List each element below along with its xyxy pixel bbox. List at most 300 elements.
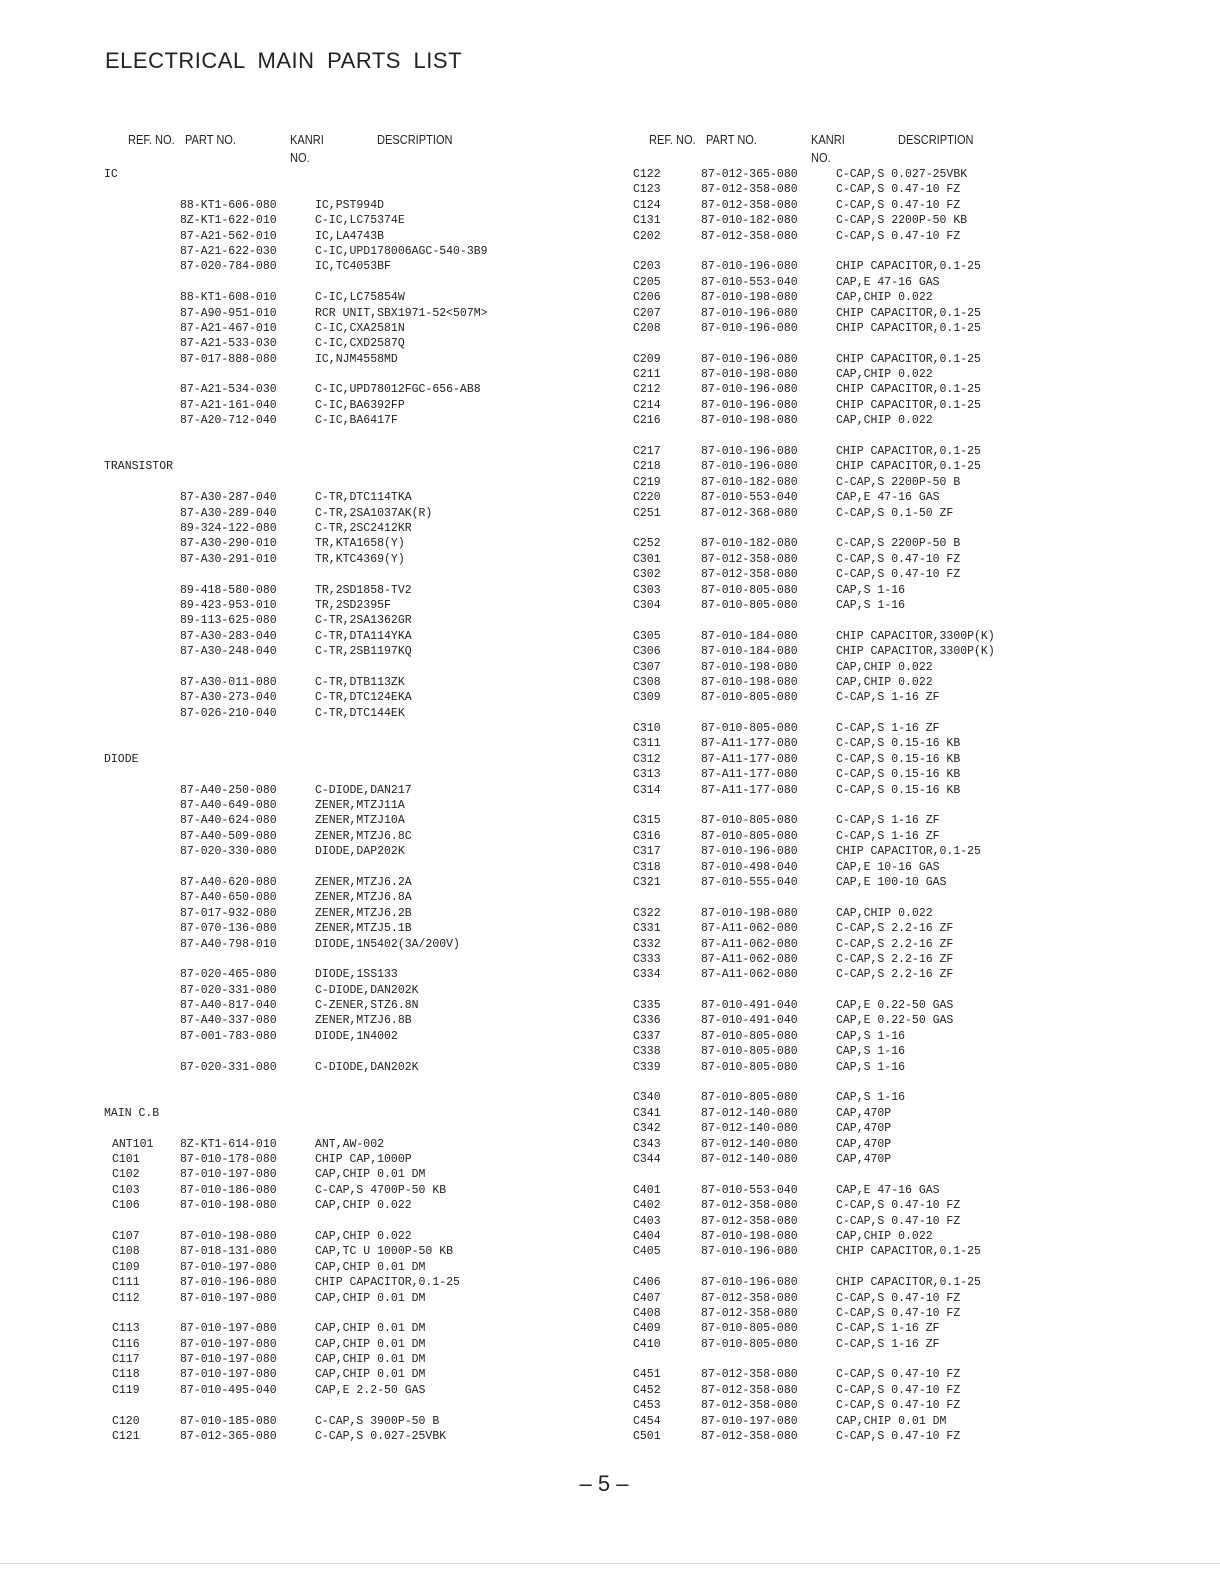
description-cell: CHIP CAPACITOR,0.1-25 [836,1245,981,1259]
part-no-cell: 87-012-358-080 [701,568,798,582]
part-no-cell: 87-A40-624-080 [180,814,277,828]
part-no-cell: 87-010-805-080 [701,691,798,705]
part-row [104,336,684,351]
ref-no-cell: C122 [633,168,661,181]
part-no-cell: 87-012-140-080 [701,1153,798,1166]
part-row [104,290,684,305]
part-no-cell: 87-010-805-080 [701,1029,798,1043]
section-label: IC [104,168,118,181]
part-row [104,1183,684,1198]
part-row [625,1183,1205,1198]
part-no-cell: 87-A11-177-080 [701,768,798,782]
description-cell: C-TR,2SA1362GR [315,614,412,628]
part-no-cell: 87-A90-951-010 [180,306,277,320]
description-cell: C-CAP,S 0.027-25VBK [315,1430,447,1444]
description-cell: CAP,CHIP 0.01 DM [315,1291,426,1305]
ref-no-cell: C220 [633,491,661,505]
part-no-cell: 87-018-131-080 [180,1245,277,1259]
section-heading [104,752,684,767]
description-cell: CAP,CHIP 0.022 [836,1229,933,1243]
part-row [104,629,684,644]
part-no-cell: 87-010-186-080 [180,1183,277,1197]
part-row [625,1337,1205,1352]
part-no-cell: 87-012-358-080 [701,1399,798,1413]
header-kanri-no: NO. [290,150,310,165]
part-row [104,398,684,413]
description-cell: CAP,CHIP 0.01 DM [315,1337,426,1351]
ref-no-cell: C252 [633,537,661,551]
part-row [104,1167,684,1182]
part-no-cell: 87-012-358-080 [701,552,798,566]
part-no-cell: 87-012-358-080 [701,183,798,197]
description-cell: C-TR,DTA114YKA [315,629,412,643]
part-row [625,829,1205,844]
description-cell: TR,2SD2395F [315,598,391,612]
description-cell: CHIP CAPACITOR,0.1-25 [836,260,981,274]
part-no-cell: 87-012-365-080 [180,1430,277,1444]
description-cell: IC,NJM4558MD [315,352,398,366]
part-row [625,921,1205,936]
part-no-cell: 87-012-358-080 [701,1368,798,1382]
part-row [625,629,1205,644]
part-no-cell: 87-070-136-080 [180,922,277,936]
part-row [104,413,684,428]
ref-no-cell: C214 [633,398,661,412]
part-row [104,259,684,274]
part-row [625,690,1205,705]
ref-no-cell: C451 [633,1368,661,1382]
part-row [104,1352,684,1367]
description-cell: C-TR,2SA1037AK(R) [315,506,433,520]
part-row [625,721,1205,736]
part-no-cell: 87-010-197-080 [180,1353,277,1367]
part-row [625,1060,1205,1075]
part-no-cell: 87-010-491-040 [701,999,798,1013]
description-cell: C-CAP,S 1-16 ZF [836,814,940,828]
part-row [625,567,1205,582]
part-no-cell: 87-012-358-080 [701,1214,798,1228]
part-row [104,1291,684,1306]
part-row [104,1321,684,1336]
part-row [625,675,1205,690]
ref-no-cell: C116 [112,1337,140,1351]
ref-no-cell: C344 [633,1153,661,1166]
description-cell: C-IC,LC75854W [315,291,405,305]
part-no-cell: 87-010-197-080 [701,1414,798,1428]
part-no-cell: 87-010-198-080 [701,675,798,689]
part-no-cell: 87-010-553-040 [701,491,798,505]
part-no-cell: 87-010-805-080 [701,1322,798,1336]
description-cell: CAP,E 10-16 GAS [836,860,940,874]
spacer-row [104,182,684,197]
part-row [625,1013,1205,1028]
part-row [625,352,1205,367]
part-row [625,1198,1205,1213]
part-no-cell: 87-010-196-080 [701,398,798,412]
part-no-cell: 89-113-625-080 [180,614,277,628]
spacer-row [104,1306,684,1321]
description-cell: TR,KTC4369(Y) [315,552,405,566]
description-cell: C-CAP,S 0.47-10 FZ [836,198,961,212]
section-label: DIODE [104,752,139,766]
description-cell: C-CAP,S 1-16 ZF [836,829,940,843]
part-row [104,583,684,598]
part-no-cell: 87-010-198-080 [701,1229,798,1243]
part-row [625,490,1205,505]
description-cell: CAP,CHIP 0.022 [836,906,933,920]
ref-no-cell: C336 [633,1014,661,1028]
header-part-no: PART NO. [706,132,757,147]
part-row [104,521,684,536]
parts-list-left-column [104,167,684,1444]
description-cell: C-CAP,S 0.47-10 FZ [836,183,961,197]
part-row [625,198,1205,213]
part-no-cell: 87-010-491-040 [701,1014,798,1028]
part-no-cell: 87-010-182-080 [701,537,798,551]
header-description: DESCRIPTION [377,132,453,147]
description-cell: CAP,S 1-16 [836,1045,906,1059]
part-no-cell: 87-010-182-080 [701,475,798,489]
ref-no-cell: C217 [633,445,661,459]
part-no-cell: 87-010-198-080 [180,1229,277,1243]
part-row [625,1429,1205,1444]
description-cell: C-CAP,S 0.47-10 FZ [836,1306,961,1320]
spacer-row [104,475,684,490]
description-cell: C-CAP,S 0.15-16 KB [836,768,961,782]
description-cell: ZENER,MTZJ6.8C [315,829,412,843]
description-cell: IC,LA4743B [315,229,385,243]
part-no-cell: 87-010-196-080 [701,260,798,274]
ref-no-cell: C318 [633,860,661,874]
description-cell: C-CAP,S 3900P-50 B [315,1414,440,1428]
part-no-cell: 87-010-198-080 [701,291,798,305]
description-cell: C-IC,CXA2581N [315,321,405,335]
description-cell: CAP,CHIP 0.01 DM [836,1414,947,1428]
ref-no-cell: C311 [633,737,661,751]
spacer-row [104,952,684,967]
description-cell: CHIP CAPACITOR,0.1-25 [836,306,981,320]
part-row [625,1414,1205,1429]
ref-no-cell: C409 [633,1322,661,1336]
description-cell: CAP,CHIP 0.01 DM [315,1260,426,1274]
ref-no-cell: C310 [633,722,661,736]
part-no-cell: 87-010-196-080 [701,845,798,859]
part-no-cell: 87-020-331-080 [180,1060,277,1074]
part-row [104,382,684,397]
ref-no-cell: C205 [633,275,661,289]
part-row [625,644,1205,659]
description-cell: CHIP CAPACITOR,0.1-25 [836,321,981,335]
part-row [625,875,1205,890]
description-cell: C-CAP,S 2200P-50 B [836,475,961,489]
part-no-cell: 87-012-358-080 [701,1291,798,1305]
part-row [104,983,684,998]
description-cell: C-TR,2SC2412KR [315,521,412,535]
part-row [625,459,1205,474]
part-row [104,690,684,705]
ref-no-cell: C339 [633,1060,661,1074]
part-row [104,198,684,213]
part-row [625,475,1205,490]
description-cell: RCR UNIT,SBX1971-52<507M> [315,306,488,320]
part-row [104,890,684,905]
description-cell: C-CAP,S 0.15-16 KB [836,752,961,766]
ref-no-cell: C206 [633,291,661,305]
ref-no-cell: C106 [112,1199,140,1213]
part-no-cell: 87-A40-817-040 [180,999,277,1013]
ref-no-cell: C335 [633,999,661,1013]
part-no-cell: 87-A21-622-030 [180,244,277,258]
part-row [104,536,684,551]
ref-no-cell: C342 [633,1122,661,1136]
ref-no-cell: C208 [633,321,661,335]
ref-no-cell: C212 [633,383,661,397]
part-row [104,1060,684,1075]
part-no-cell: 87-012-358-080 [701,1430,798,1444]
ref-no-cell: C452 [633,1383,661,1397]
part-row [104,644,684,659]
part-row [104,1029,684,1044]
spacer-row [104,721,684,736]
description-cell: ZENER,MTZJ6.2B [315,906,412,920]
description-cell: CAP,S 1-16 [836,583,906,597]
part-row [104,1383,684,1398]
ref-no-cell: C251 [633,506,661,520]
ref-no-cell: C216 [633,414,661,428]
description-cell: CAP,470P [836,1153,892,1166]
description-cell: CAP,CHIP 0.022 [315,1229,412,1243]
ref-no-cell: C404 [633,1229,661,1243]
description-cell: C-TR,DTC124EKA [315,691,412,705]
ref-no-cell: C111 [112,1276,140,1290]
ref-no-cell: C316 [633,829,661,843]
part-no-cell: 87-017-888-080 [180,352,277,366]
spacer-row [625,706,1205,721]
description-cell: CAP,E 47-16 GAS [836,1183,940,1197]
ref-no-cell: C321 [633,875,661,889]
part-row [625,506,1205,521]
part-row [104,906,684,921]
part-no-cell: 87-A30-287-040 [180,491,277,505]
description-cell: ZENER,MTZJ6.2A [315,875,412,889]
ref-no-cell: C304 [633,598,661,612]
part-no-cell: 87-012-368-080 [701,506,798,520]
ref-no-cell: C309 [633,691,661,705]
spacer-row [625,1075,1205,1090]
part-row [104,1275,684,1290]
part-row [104,1337,684,1352]
ref-no-cell: C301 [633,552,661,566]
spacer-row [104,1075,684,1090]
description-cell: CAP,E 0.22-50 GAS [836,999,954,1013]
ref-no-cell: C405 [633,1245,661,1259]
header-kanri-no: NO. [811,150,831,165]
part-row [625,1306,1205,1321]
spacer-row [104,1044,684,1059]
part-row [625,998,1205,1013]
description-cell: C-IC,CXD2587Q [315,337,405,351]
ref-no-cell: C117 [112,1353,140,1367]
part-no-cell: 8Z-KT1-614-010 [180,1137,277,1151]
part-no-cell: 87-A40-650-080 [180,891,277,905]
part-row [104,844,684,859]
spacer-row [104,275,684,290]
part-row [104,244,684,259]
ref-no-cell: C343 [633,1137,661,1151]
section-heading [104,1106,684,1121]
part-no-cell: 87-012-365-080 [701,168,798,181]
description-cell: C-IC,UPD78012FGC-656-AB8 [315,383,481,397]
description-cell: CAP,470P [836,1137,892,1151]
header-ref-no: REF. NO. [128,132,175,147]
ref-no-cell: C112 [112,1291,140,1305]
part-row [625,182,1205,197]
part-row [625,1214,1205,1229]
description-cell: C-IC,UPD178006AGC-540-3B9 [315,244,488,258]
ref-no-cell: C403 [633,1214,661,1228]
ref-no-cell: C454 [633,1414,661,1428]
part-no-cell: 89-324-122-080 [180,521,277,535]
part-row [104,1429,684,1444]
part-no-cell: 87-010-196-080 [701,460,798,474]
ref-no-cell: C303 [633,583,661,597]
description-cell: C-CAP,S 1-16 ZF [836,1322,940,1336]
description-cell: CHIP CAPACITOR,3300P(K) [836,645,995,659]
part-row [104,1137,684,1152]
ref-no-cell: C120 [112,1414,140,1428]
part-row [625,1291,1205,1306]
spacer-row [104,1398,684,1413]
part-no-cell: 87-010-196-080 [701,306,798,320]
part-no-cell: 87-001-783-080 [180,1029,277,1043]
spacer-row [104,736,684,751]
ref-no-cell: C109 [112,1260,140,1274]
description-cell: C-CAP,S 0.47-10 FZ [836,1199,961,1213]
part-row [104,813,684,828]
part-row [625,1137,1205,1152]
part-row [104,675,684,690]
part-no-cell: 8Z-KT1-622-010 [180,214,277,228]
description-cell: CAP,E 100-10 GAS [836,875,947,889]
part-no-cell: 87-010-196-080 [701,383,798,397]
part-no-cell: 87-010-196-080 [701,1245,798,1259]
part-row [625,444,1205,459]
spacer-row [625,890,1205,905]
part-no-cell: 87-010-555-040 [701,875,798,889]
part-no-cell: 87-026-210-040 [180,706,277,720]
part-row [625,736,1205,751]
ref-no-cell: C308 [633,675,661,689]
part-no-cell: 87-017-932-080 [180,906,277,920]
part-no-cell: 87-A40-798-010 [180,937,277,951]
ref-no-cell: C307 [633,660,661,674]
description-cell: CAP,CHIP 0.022 [836,291,933,305]
part-no-cell: 87-010-805-080 [701,1060,798,1074]
description-cell: C-TR,DTB113ZK [315,675,405,689]
description-cell: CHIP CAP,1000P [315,1153,412,1166]
part-row [104,1367,684,1382]
description-cell: CAP,CHIP 0.022 [836,675,933,689]
part-no-cell: 87-010-805-080 [701,598,798,612]
page-title: ELECTRICAL MAIN PARTS LIST [105,48,463,73]
part-no-cell: 87-012-358-080 [701,229,798,243]
part-row [625,952,1205,967]
ref-no-cell: C401 [633,1183,661,1197]
part-row [625,1398,1205,1413]
ref-no-cell: C123 [633,183,661,197]
description-cell: DIODE,1N5402(3A/200V) [315,937,460,951]
description-cell: IC,TC4053BF [315,260,391,274]
spacer-row [625,1260,1205,1275]
description-cell: CAP,CHIP 0.01 DM [315,1322,426,1336]
part-row [104,229,684,244]
part-row [104,1013,684,1028]
part-row [625,398,1205,413]
header-kanri-label: KANRI [290,132,324,147]
part-no-cell: 87-010-495-040 [180,1383,277,1397]
page-number: – 5 – [579,1471,629,1496]
description-cell: C-CAP,S 2.2-16 ZF [836,952,954,966]
description-cell: C-ZENER,STZ6.8N [315,999,419,1013]
spacer-row [625,798,1205,813]
section-label: MAIN C.B [104,1106,160,1120]
description-cell: ZENER,MTZJ11A [315,799,405,813]
ref-no-cell: C302 [633,568,661,582]
description-cell: C-CAP,S 0.47-10 FZ [836,1368,961,1382]
part-no-cell: 87-010-198-080 [701,906,798,920]
part-row [104,352,684,367]
description-cell: DIODE,DAP202K [315,845,405,859]
ref-no-cell: C102 [112,1168,140,1182]
description-cell: C-IC,BA6392FP [315,398,405,412]
part-no-cell: 88-KT1-608-010 [180,291,277,305]
description-cell: C-CAP,S 2.2-16 ZF [836,968,954,982]
part-no-cell: 89-418-580-080 [180,583,277,597]
part-row [104,706,684,721]
ref-no-cell: C101 [112,1153,140,1166]
description-cell: CAP,CHIP 0.022 [836,660,933,674]
description-cell: C-CAP,S 2.2-16 ZF [836,922,954,936]
header-part-no: PART NO. [185,132,236,147]
part-no-cell: 87-010-196-080 [701,321,798,335]
part-row [104,1152,684,1167]
ref-no-cell: C131 [633,214,661,228]
part-row [625,1106,1205,1121]
part-row [104,598,684,613]
part-row [625,1029,1205,1044]
part-row [625,1229,1205,1244]
ref-no-cell: C202 [633,229,661,243]
part-no-cell: 87-A11-062-080 [701,922,798,936]
part-row [625,1383,1205,1398]
description-cell: C-CAP,S 0.15-16 KB [836,737,961,751]
part-no-cell: 87-A21-161-040 [180,398,277,412]
ref-no-cell: C306 [633,645,661,659]
part-row [625,167,1205,182]
part-row [625,767,1205,782]
part-no-cell: 87-A21-534-030 [180,383,277,397]
part-no-cell: 87-010-182-080 [701,214,798,228]
ref-no-cell: C453 [633,1399,661,1413]
header-description: DESCRIPTION [898,132,974,147]
description-cell: CHIP CAPACITOR,0.1-25 [836,352,981,366]
part-no-cell: 87-010-197-080 [180,1291,277,1305]
spacer-row [625,613,1205,628]
spacer-row [104,367,684,382]
part-no-cell: 87-010-196-080 [701,445,798,459]
spacer-row [625,521,1205,536]
ref-no-cell: C317 [633,845,661,859]
